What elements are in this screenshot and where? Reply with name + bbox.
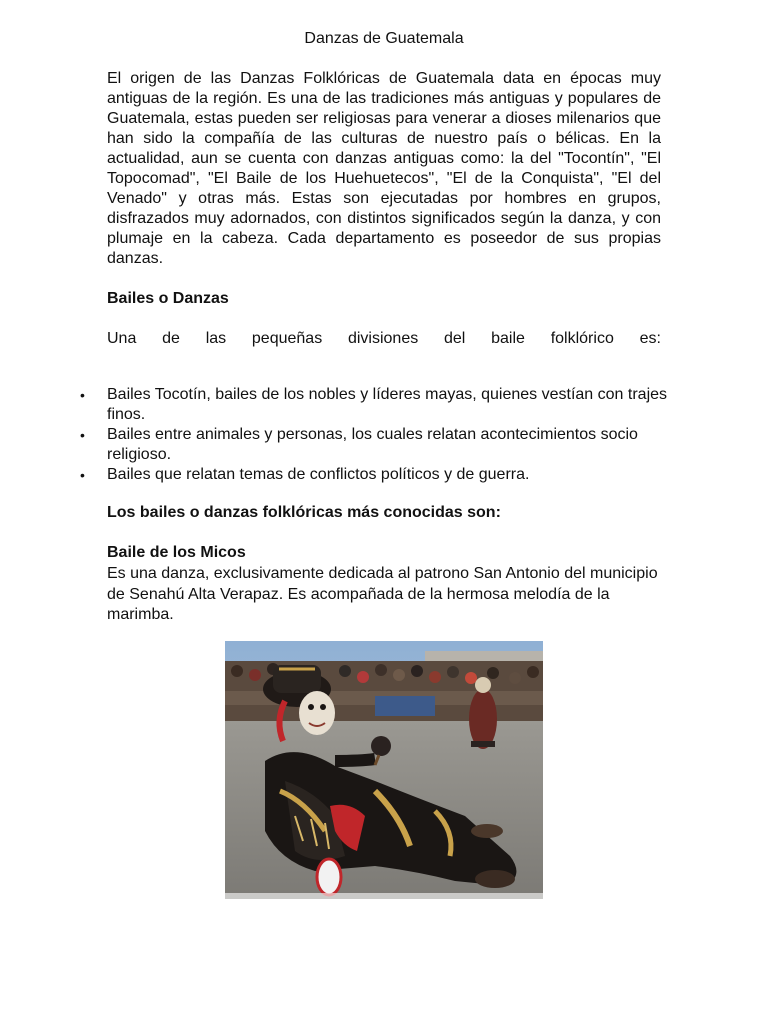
bullet-icon: • (80, 467, 85, 483)
intro-paragraph: El origen de las Danzas Folklóricas de Guatemala data en épocas muy antiguas de la región. Es una de las tradiciones más antiguas y populares de Guatemala, estas pueden ser religiosas para venerar a dioses milenarios que han sido la compañía de las culturas de nuestro país o bélicas. En la actualidad, aun se cuenta con danzas antiguas como: la del "Tocontín", "El Topocomad", "El Baile de los Huehuetecos", "El de la Conquista", "El del Venado" y otras más. Estas son ejecutadas por hombres en grupos, disfrazados muy adornados, con distintos significados según la danza, y con plumaje en la cabeza. Cada departamento es poseedor de sus propias danzas. (107, 70, 661, 267)
watermark-logo-icon (317, 859, 341, 895)
list-item-text: Bailes entre animales y personas, los cuales relatan acontecimientos socio religioso. (107, 426, 638, 463)
list-item (80, 425, 670, 465)
bailes-heading: Bailes o Danzas (107, 290, 229, 307)
micos-description: Es una danza, exclusivamente dedicada al patrono San Antonio del municipio de Senahú Alta Verapaz. Es acompañada de la hermosa melodía de la marimba. (107, 565, 658, 623)
divisions-lead-word: de (162, 330, 180, 347)
list-item (80, 465, 670, 485)
list-item (80, 385, 670, 425)
masked-dancer-photo (225, 641, 543, 899)
bullet-icon: • (80, 387, 85, 403)
photo-illustration (225, 641, 543, 899)
known-dances-heading: Los bailes o danzas folklóricas más conocidas son: (107, 504, 501, 521)
page-title: Danzas de Guatemala (304, 30, 464, 47)
list-item-text: Bailes Tocotín, bailes de los nobles y líderes mayas, quienes vestían con trajes finos. (107, 386, 668, 423)
divisions-lead-word: divisiones (347, 330, 419, 347)
divisions-lead-word: es: (639, 330, 661, 347)
divisions-lead-word: Una (107, 330, 137, 347)
divisions-lead-word: pequeñas (251, 330, 323, 347)
list-item-text: Bailes que relatan temas de conflictos políticos y de guerra. (107, 466, 530, 483)
divisions-lead-word: las (205, 330, 227, 347)
divisions-lead-word: baile (491, 330, 525, 347)
bullet-icon: • (80, 427, 85, 443)
divisions-lead-word: folklórico (550, 330, 614, 347)
divisions-list (80, 385, 670, 485)
micos-heading: Baile de los Micos (107, 544, 246, 561)
divisions-lead-word: del (444, 330, 466, 347)
divisions-lead (107, 329, 661, 349)
